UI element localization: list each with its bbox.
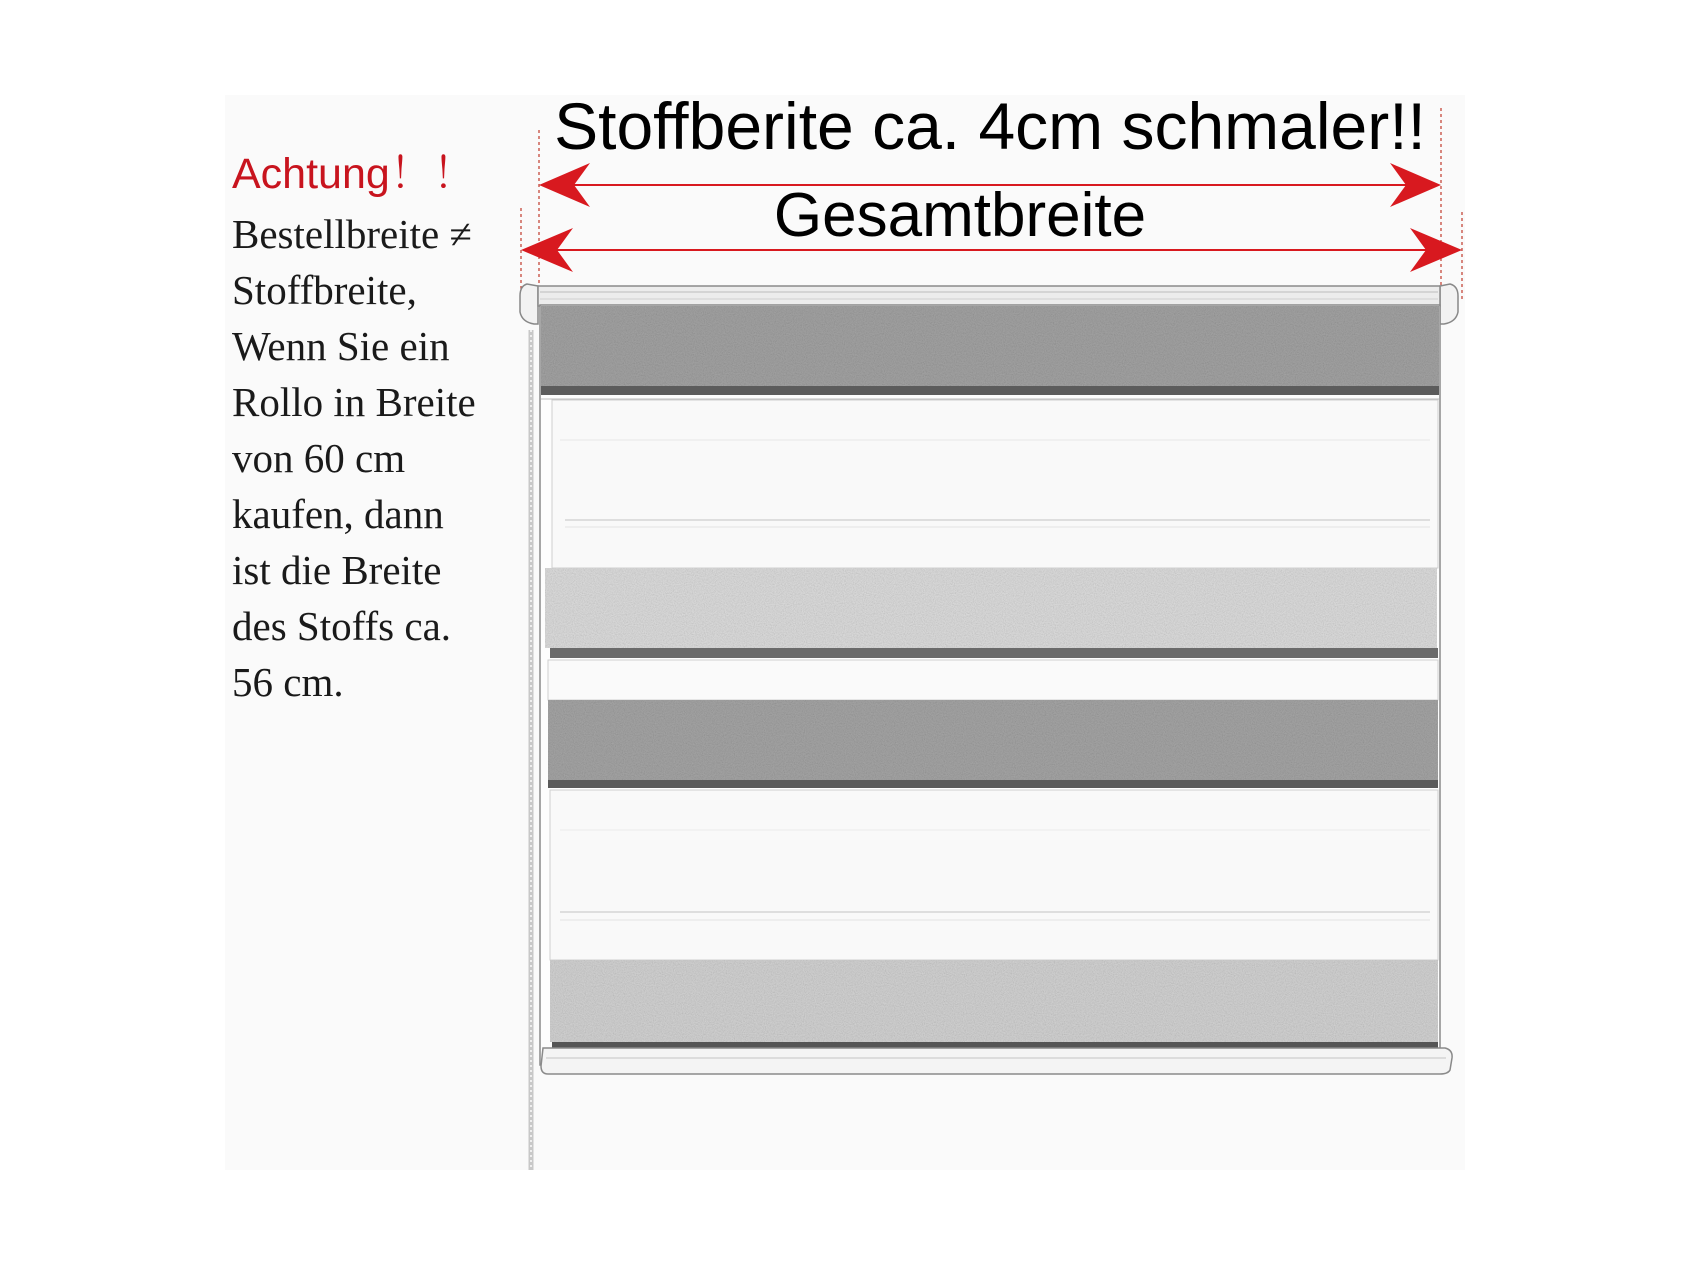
total-width-label: Gesamtbreite [773, 181, 1147, 250]
light-band-1 [552, 400, 1438, 568]
warning-line: Wenn Sie ein [232, 323, 450, 369]
warning-line: kaufen, dann [232, 491, 444, 537]
warning-line: Stoffbreite, [232, 267, 417, 313]
bracket-right [1440, 284, 1458, 324]
grey-band-4 [550, 960, 1438, 1042]
warning-text [232, 206, 532, 710]
fabric-width-label: Stoffberite ca. 4cm schmaler!! [554, 89, 1426, 163]
grey-band-2 [545, 568, 1437, 648]
band-seam-1 [541, 386, 1439, 395]
fabric-bands [541, 306, 1439, 1050]
band-seam-3 [548, 780, 1438, 788]
warning-line: ist die Breite [232, 547, 442, 593]
dark-band-3 [548, 700, 1438, 780]
warning-line: Rollo in Breite [232, 379, 476, 425]
warning-heading: Achtung！！ [232, 150, 476, 198]
warning-line: 56 cm. [232, 659, 344, 705]
warning-line: Bestellbreite ≠ [232, 211, 472, 257]
warning-line: von 60 cm [232, 435, 406, 481]
bottom-rail [541, 1048, 1452, 1074]
light-strip [548, 660, 1438, 700]
band-seam-2 [550, 648, 1438, 658]
dark-band-1 [541, 306, 1439, 386]
headrail-bar [538, 286, 1440, 306]
light-band-2 [550, 790, 1438, 960]
warning-line: des Stoffs ca. [232, 603, 452, 649]
